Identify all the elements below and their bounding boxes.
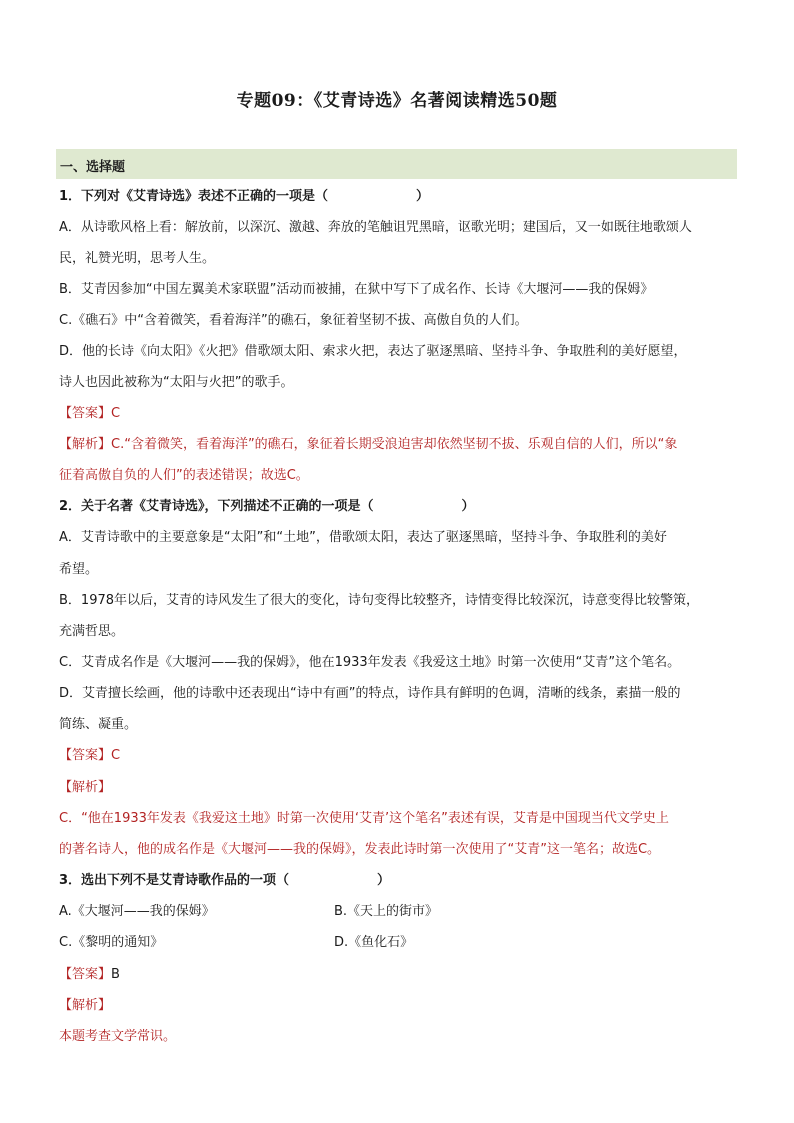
- question-2-option-d: D．艾青擅长绘画，他的诗歌中还表现出“诗中有画”的特点，诗作具有鲜明的色调，清晰的线条，素描一般的: [59, 686, 681, 701]
- question-3-stem-close: ）: [377, 873, 391, 888]
- question-2-stem: [59, 498, 475, 516]
- question-1-analysis: 【解析】C.“含着微笑，看着海洋”的礁石，象征着长期受浪迫害却依然坚韧不拔、乐观自信的人们，所以“象: [59, 437, 678, 452]
- question-3-option-d: D.《鱼化石》: [334, 935, 414, 950]
- answer-value: C: [111, 406, 121, 421]
- question-3-answer: [59, 966, 120, 984]
- question-2-option-b: B．1978年以后，艾青的诗风发生了很大的变化，诗句变得比较整齐，诗情变得比较深沉，诗意变得比较警策，: [59, 593, 700, 608]
- question-1-stem-text: 1．下列对《艾青诗选》表述不正确的一项是（: [59, 189, 329, 204]
- question-3-option-c: C.《黎明的通知》: [59, 935, 164, 950]
- question-1-answer: [59, 405, 120, 423]
- question-3-option-b: B.《天上的街市》: [334, 904, 439, 919]
- question-2-option-d-cont: 简练、凝重。: [59, 717, 138, 732]
- question-1-option-d: D．他的长诗《向太阳》《火把》借歌颂太阳、索求火把，表达了驱逐黑暗、坚持斗争、争取胜利的美好愿望，: [59, 344, 687, 359]
- section-title: 一、选择题: [60, 160, 126, 175]
- question-3-stem: [59, 872, 390, 890]
- question-3-analysis: 本题考查文学常识。: [59, 1029, 177, 1044]
- question-3-stem-text: 3．选出下列不是艾青诗歌作品的一项（: [59, 873, 290, 888]
- question-1-option-c: C.《礁石》中“含着微笑，看着海洋”的礁石，象征着坚韧不拔、高傲自负的人们。: [59, 313, 528, 328]
- question-2-option-c: C．艾青成名作是《大堰河——我的保姆》，他在1933年发表《我爱这土地》时第一次使用“艾青”这个笔名。: [59, 655, 681, 670]
- question-1-analysis-cont: 征着高傲自负的人们”的表述错误；故选C。: [59, 468, 309, 483]
- section-header: [56, 149, 737, 179]
- question-3-option-a: A.《大堰河——我的保姆》: [59, 904, 215, 919]
- question-3-analysis-tag: 【解析】: [59, 998, 112, 1013]
- question-1-stem-close: ）: [416, 189, 430, 204]
- question-1-stem: [59, 188, 429, 206]
- question-1-option-a-cont: 民，礼赞光明，思考人生。: [59, 251, 216, 266]
- question-2-stem-text: 2．关于名著《艾青诗选》，下列描述不正确的一项是（: [59, 499, 374, 514]
- answer-tag: 【答案】: [59, 967, 112, 982]
- page-title: 专题09：《艾青诗选》名著阅读精选50题: [236, 91, 558, 111]
- answer-tag: 【答案】: [59, 406, 112, 421]
- question-2-analysis-tag: 【解析】: [59, 780, 112, 795]
- question-1-option-b: B．艾青因参加“中国左翼美术家联盟”活动而被捕，在狱中写下了成名作、长诗《大堰河——我的保姆》: [59, 282, 654, 297]
- question-2-analysis-cont: 的著名诗人，他的成名作是《大堰河——我的保姆》，发表此诗时第一次使用了“艾青”这一笔名；故选C。: [59, 842, 661, 857]
- answer-value: C: [111, 748, 121, 763]
- answer-tag: 【答案】: [59, 748, 112, 763]
- question-1-option-a: A．从诗歌风格上看：解放前，以深沉、激越、奔放的笔触诅咒黑暗，讴歌光明；建国后，又一如既往地歌颂人: [59, 220, 692, 235]
- question-2-analysis: C．“他在1933年发表《我爱这土地》时第一次使用‘艾青’这个笔名”表述有误，艾青是中国现当代文学史上: [59, 811, 669, 826]
- question-2-answer: [59, 747, 120, 765]
- question-2-option-a-cont: 希望。: [59, 562, 99, 577]
- answer-value: B: [111, 967, 120, 982]
- question-2-option-b-cont: 充满哲思。: [59, 624, 125, 639]
- question-2-option-a: A．艾青诗歌中的主要意象是“太阳”和“土地”，借歌颂太阳，表达了驱逐黑暗，坚持斗争、争取胜利的美好: [59, 530, 667, 545]
- question-1-option-d-cont: 诗人也因此被称为“太阳与火把”的歌手。: [59, 375, 294, 390]
- question-2-stem-close: ）: [461, 499, 475, 514]
